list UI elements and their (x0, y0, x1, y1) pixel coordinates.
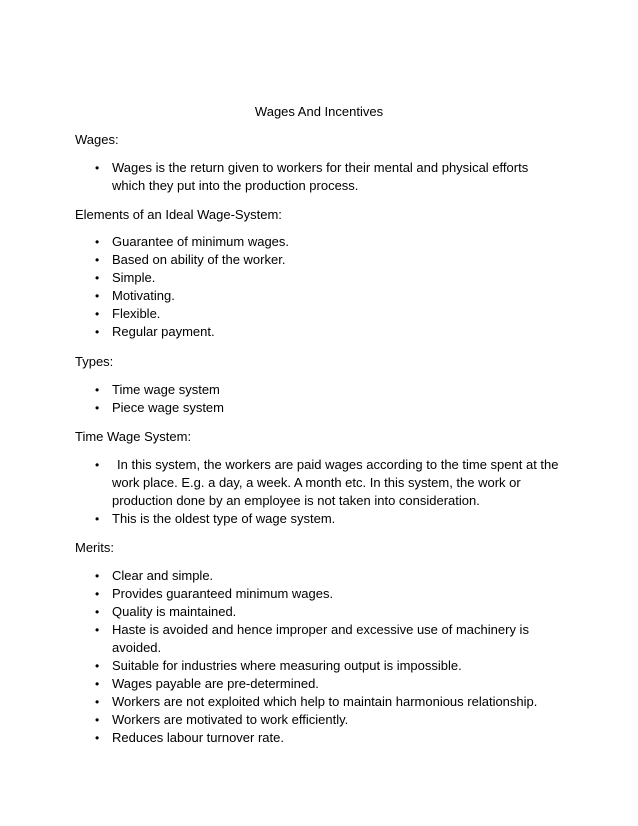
list-item (75, 251, 565, 269)
list-item (75, 399, 565, 417)
list-item (75, 585, 565, 603)
bullet-icon: • (95, 289, 100, 303)
bullet-icon: • (95, 307, 100, 321)
list-item (75, 729, 565, 747)
list-wages (75, 159, 565, 195)
bullet-icon: • (95, 271, 100, 285)
heading-time-wage-system: Time Wage System: (75, 429, 192, 444)
list-item-text: This is the oldest type of wage system. (112, 511, 336, 526)
list-item (75, 159, 565, 195)
bullet-icon: • (95, 401, 100, 415)
list-item (75, 711, 565, 729)
list-item (75, 621, 565, 657)
bullet-icon: • (95, 587, 100, 601)
list-types (75, 381, 565, 417)
list-item (75, 381, 565, 399)
heading-types: Types: (75, 354, 114, 369)
list-item (75, 233, 565, 251)
list-item (75, 510, 565, 528)
list-merits (75, 567, 565, 747)
list-item (75, 657, 565, 675)
bullet-icon: • (95, 512, 100, 526)
list-item-text: Based on ability of the worker. (112, 252, 286, 267)
list-item-text: Simple. (112, 270, 156, 285)
bullet-icon: • (95, 235, 100, 249)
list-item (75, 305, 565, 323)
list-time-wage-system (75, 456, 565, 528)
list-item-text: Haste is avoided and hence improper and excessive use of machinery is avoided. (112, 622, 529, 655)
list-item-text: In this system, the workers are paid wages according to the time spent at the work place. E.g. a day, a week. A month etc. In this system, the work or production done by an employee is not taken into consideration. (112, 457, 559, 508)
list-item-text: Guarantee of minimum wages. (112, 234, 290, 249)
list-item-text: Motivating. (112, 288, 175, 303)
bullet-icon: • (95, 695, 100, 709)
list-item (75, 323, 565, 341)
list-item (75, 603, 565, 621)
list-item-text: Flexible. (112, 306, 161, 321)
heading-wages: Wages: (75, 132, 119, 147)
list-item (75, 287, 565, 305)
bullet-icon: • (95, 569, 100, 583)
list-item (75, 456, 565, 510)
list-item-text: Provides guaranteed minimum wages. (112, 586, 334, 601)
list-item-text: Wages is the return given to workers for their mental and physical efforts which they put into the production process. (112, 160, 529, 193)
list-item-text: Workers are motivated to work efficiently. (112, 712, 349, 727)
list-item-text: Quality is maintained. (112, 604, 237, 619)
document-title: Wages And Incentives (254, 104, 384, 119)
list-item-text: Time wage system (112, 382, 220, 397)
list-item-text: Suitable for industries where measuring output is impossible. (112, 658, 462, 673)
bullet-icon: • (95, 383, 100, 397)
list-item-text: Wages payable are pre-determined. (112, 676, 319, 691)
list-item-text: Reduces labour turnover rate. (112, 730, 284, 745)
list-item-text: Clear and simple. (112, 568, 214, 583)
bullet-icon: • (95, 677, 100, 691)
bullet-icon: • (95, 713, 100, 727)
list-item (75, 693, 565, 711)
list-item (75, 567, 565, 585)
bullet-icon: • (95, 161, 100, 175)
bullet-icon: • (95, 605, 100, 619)
list-item (75, 675, 565, 693)
heading-elements: Elements of an Ideal Wage-System: (75, 207, 282, 222)
bullet-icon: • (95, 623, 100, 637)
list-item-text: Workers are not exploited which help to maintain harmonious relationship. (112, 694, 538, 709)
list-item (75, 269, 565, 287)
list-item-text: Piece wage system (112, 400, 224, 415)
bullet-icon: • (95, 458, 100, 472)
list-elements (75, 233, 565, 341)
bullet-icon: • (95, 253, 100, 267)
list-item-text: Regular payment. (112, 324, 215, 339)
bullet-icon: • (95, 325, 100, 339)
heading-merits: Merits: (75, 540, 114, 555)
bullet-icon: • (95, 731, 100, 745)
bullet-icon: • (95, 659, 100, 673)
